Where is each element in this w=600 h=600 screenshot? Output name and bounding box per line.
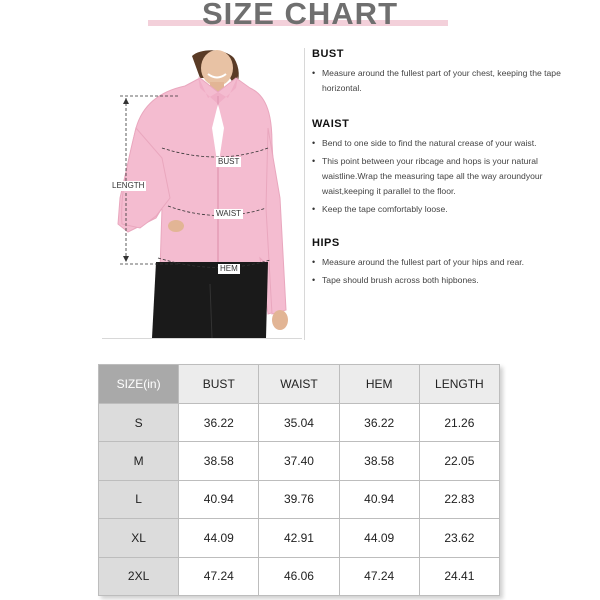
length-label: LENGTH — [112, 181, 145, 190]
page-title: SIZE CHART — [202, 0, 398, 31]
model-figure — [100, 48, 300, 338]
section-waist — [312, 118, 592, 217]
header-size: SIZE(in) — [99, 365, 179, 404]
instruction-bullet: • Measure around the fullest part of your chest, keeping the tape horizontal. — [312, 66, 592, 96]
bust-cell: 40.94 — [179, 480, 259, 518]
waist-cell: 39.76 — [259, 480, 339, 518]
waist-cell: 35.04 — [259, 404, 339, 442]
size-cell: 2XL — [99, 557, 179, 595]
section-heading: HIPS — [312, 237, 340, 249]
header-length: LENGTH — [419, 365, 499, 404]
bust-cell: 44.09 — [179, 519, 259, 557]
instruction-bullet: • Tape should brush across both hipbones. — [312, 273, 592, 288]
bust-cell: 36.22 — [179, 404, 259, 442]
waist-cell: 42.91 — [259, 519, 339, 557]
size-table — [98, 364, 500, 596]
instruction-bullet: • Keep the tape comfortably loose. — [312, 202, 592, 217]
section-heading: BUST — [312, 48, 344, 60]
length-cell: 22.05 — [419, 442, 499, 480]
hem-cell: 40.94 — [339, 480, 419, 518]
table-header-row — [99, 365, 500, 404]
instruction-bullet: • Measure around the fullest part of your hips and rear. — [312, 255, 592, 270]
table-row — [99, 557, 500, 595]
table-row — [99, 480, 500, 518]
hem-label: HEM — [220, 264, 238, 273]
instruction-bullet: • This point between your ribcage and hops is your natural waistline.Wrap the measuring tape all the way aroundyour waist,keeping it parallel to the floor. — [312, 154, 592, 199]
size-table-container — [98, 364, 500, 596]
table-row — [99, 404, 500, 442]
length-cell: 24.41 — [419, 557, 499, 595]
section-bust — [312, 48, 592, 96]
size-cell: L — [99, 480, 179, 518]
hem-cell: 44.09 — [339, 519, 419, 557]
hem-cell: 36.22 — [339, 404, 419, 442]
table-row — [99, 442, 500, 480]
size-cell: M — [99, 442, 179, 480]
model-illustration — [100, 48, 300, 338]
header-bust: BUST — [179, 365, 259, 404]
hem-cell: 38.58 — [339, 442, 419, 480]
header-waist: WAIST — [259, 365, 339, 404]
figure-baseline — [102, 338, 302, 339]
length-cell: 21.26 — [419, 404, 499, 442]
size-cell: XL — [99, 519, 179, 557]
bust-cell: 47.24 — [179, 557, 259, 595]
length-cell: 22.83 — [419, 480, 499, 518]
section-heading: WAIST — [312, 118, 350, 130]
vertical-divider — [304, 48, 305, 340]
header-hem: HEM — [339, 365, 419, 404]
waist-label: WAIST — [216, 209, 242, 218]
measurement-instructions — [312, 48, 592, 291]
hem-cell: 47.24 — [339, 557, 419, 595]
waist-cell: 46.06 — [259, 557, 339, 595]
waist-cell: 37.40 — [259, 442, 339, 480]
bust-label: BUST — [218, 157, 240, 166]
bust-cell: 38.58 — [179, 442, 259, 480]
table-row — [99, 519, 500, 557]
size-cell: S — [99, 404, 179, 442]
section-hips — [312, 237, 592, 288]
length-cell: 23.62 — [419, 519, 499, 557]
instruction-bullet: • Bend to one side to find the natural crease of your waist. — [312, 136, 592, 151]
